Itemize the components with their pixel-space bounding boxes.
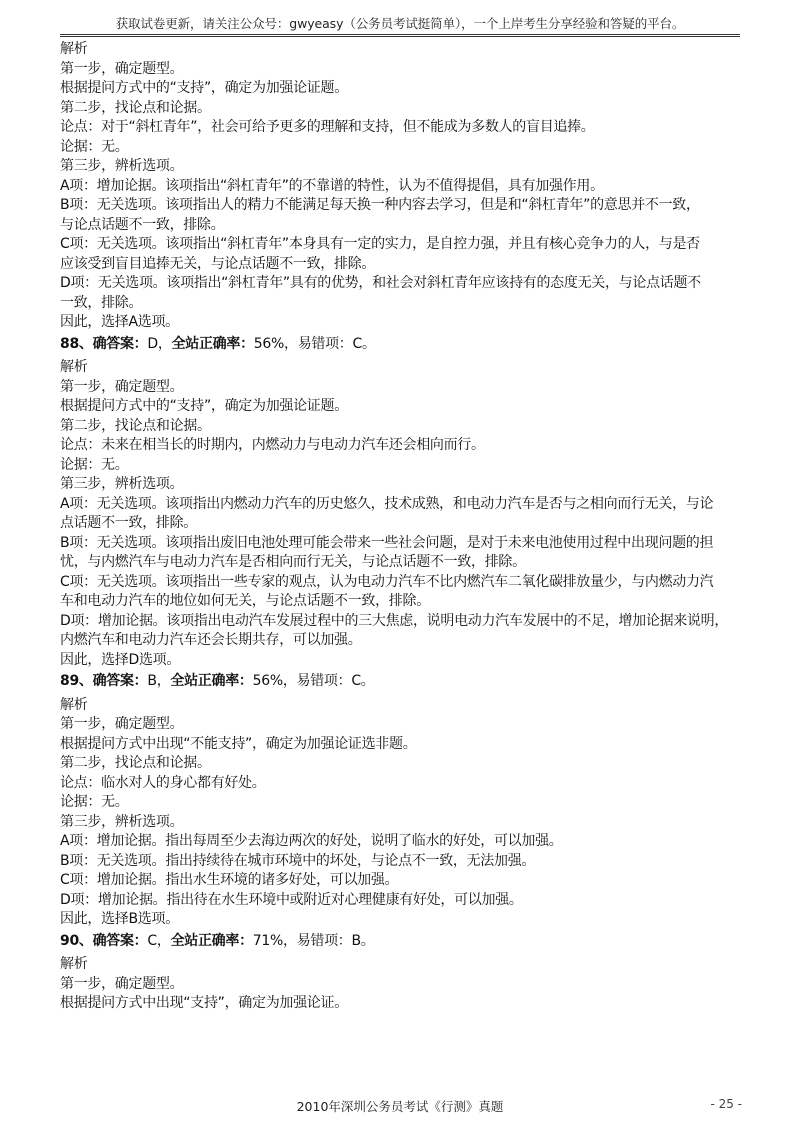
- text-line: 根据提问方式中的“支持”，确定为加强论证题。: [60, 398, 348, 414]
- answer-value: 71%，易错项：B。: [252, 932, 375, 949]
- answer-label: 全站正确率：: [170, 673, 253, 689]
- text-line: 应该受到盲目追捧无关，与论点话题不一致，排除。: [60, 255, 376, 272]
- answer-label: 全站正确率：: [170, 932, 253, 949]
- answer-value: 56%，易错项：C。: [252, 673, 375, 689]
- answer-value: D，: [147, 335, 172, 352]
- text-line: 论点：未来在相当长的时期内，内燃动力与电动力汽车还会相向而行。: [60, 437, 485, 453]
- page-number: - 25 -: [710, 1097, 742, 1111]
- text-line: 因此，选择D选项。: [60, 651, 181, 668]
- text-line: 因此，选择B选项。: [60, 911, 179, 927]
- text-line: 第三步，辨析选项。: [60, 813, 184, 830]
- text-line: 与论点话题不一致，排除。: [60, 216, 225, 233]
- text-line: 内燃汽车和电动力汽车还会长期共存，可以加强。: [60, 632, 362, 648]
- text-line: C项：无关选项。该项指出“斜杠青年”本身具有一定的实力，是自控力强，并且有核心竞争力的人，与是否: [60, 236, 700, 252]
- header-rule: [60, 34, 740, 37]
- text-line: 解析: [60, 696, 88, 713]
- text-line: B项：无关选项。该项指出人的精力不能满足每天换一种内容去学习，但是和“斜杠青年”的意思并不一致，: [60, 197, 700, 213]
- text-line: 第二步，找论点和论据。: [60, 99, 211, 116]
- answer-value: B，: [147, 673, 171, 689]
- text-line: 第三步，辨析选项。: [60, 158, 184, 174]
- text-line: 点话题不一致，排除。: [60, 515, 197, 531]
- text-line: C项：无关选项。该项指出一些专家的观点，认为电动力汽车不比内燃汽车二氧化碳排放量少，与内燃动力汽: [60, 573, 714, 590]
- text-line: 根据提问方式中出现“支持”，确定为加强论证。: [60, 995, 348, 1011]
- document-body: [60, 40, 745, 1014]
- answer-line: [60, 335, 745, 355]
- text-line: C项：增加论据。指出水生环境的诸多好处，可以加强。: [60, 872, 399, 888]
- text-line: 论点：对于“斜杠青年”，社会可给予更多的理解和支持，但不能成为多数人的盲目追捧。: [60, 119, 595, 135]
- text-line: 解析: [60, 359, 88, 375]
- text-line: 解析: [60, 956, 88, 972]
- text-line: 论据：无。: [60, 794, 129, 810]
- answer-line: [60, 672, 745, 692]
- text-line: 一致，排除。: [60, 294, 143, 311]
- answer-label: 90、确答案：: [60, 932, 148, 949]
- text-line: A项：无关选项。该项指出内燃动力汽车的历史悠久，技术成熟，和电动力汽车是否与之相向而行无关，与论: [60, 495, 714, 512]
- text-line: 论据：无。: [60, 456, 129, 473]
- text-line: 论据：无。: [60, 138, 129, 155]
- text-line: 论点：临水对人的身心都有好处。: [60, 774, 266, 791]
- text-line: 第二步，找论点和论据。: [60, 417, 211, 434]
- text-line: A项：增加论据。该项指出“斜杠青年”的不靠谱的特性，认为不值得提倡，具有加强作用。: [60, 177, 604, 194]
- text-line: D项：增加论据。该项指出电动汽车发展过程中的三大焦虑，说明电动力汽车发展中的不足，增加论据来说明，: [60, 612, 729, 629]
- answer-value: C，: [147, 932, 171, 949]
- text-line: D项：无关选项。该项指出“斜杠青年”具有的优势，和社会对斜杠青年应该持有的态度无关，与论点话题不: [60, 275, 701, 291]
- answer-label: 88、确答案：: [60, 335, 148, 352]
- page-footer-title: 2010年深圳公务员考试《行测》真题: [296, 1099, 504, 1114]
- text-line: 解析: [60, 41, 88, 57]
- text-line: 车和电动力汽车的地位如何无关，与论点话题不一致，排除。: [60, 593, 430, 609]
- text-line: A项：增加论据。指出每周至少去海边两次的好处，说明了临水的好处，可以加强。: [60, 833, 563, 849]
- text-line: 根据提问方式中的“支持”，确定为加强论证题。: [60, 80, 348, 96]
- text-line: 第一步，确定题型。: [60, 378, 184, 395]
- answer-value: 56%，易错项：C。: [253, 335, 376, 352]
- text-line: 因此，选择A选项。: [60, 314, 179, 330]
- text-line: 第一步，确定题型。: [60, 60, 184, 77]
- text-line: 第三步，辨析选项。: [60, 476, 184, 492]
- text-line: B项：无关选项。指出持续待在城市环境中的坏处，与论点不一致，无法加强。: [60, 852, 536, 869]
- text-line: 第一步，确定题型。: [60, 716, 184, 732]
- text-line: 第二步，找论点和论据。: [60, 755, 211, 771]
- text-line: D项：增加论据。指出待在水生环境中或附近对心理健康有好处，可以加强。: [60, 891, 523, 908]
- page-header: 获取试卷更新，请关注公众号：gwyeasy（公务员考试挺简单），一个上岸考生分享经验和答疑的平台。: [115, 16, 685, 31]
- text-line: 第一步，确定题型。: [60, 975, 184, 992]
- answer-line: [60, 932, 745, 952]
- text-line: 根据提问方式中出现“不能支持”，确定为加强论证选非题。: [60, 735, 417, 752]
- text-line: B项：无关选项。该项指出废旧电池处理可能会带来一些社会问题，是对于未来电池使用过程中出现问题的担: [60, 534, 714, 551]
- text-line: 忧，与内燃汽车与电动力汽车是否相向而行无关，与论点话题不一致，排除。: [60, 554, 526, 570]
- answer-label: 89、确答案：: [60, 673, 148, 689]
- answer-label: 全站正确率：: [171, 335, 254, 352]
